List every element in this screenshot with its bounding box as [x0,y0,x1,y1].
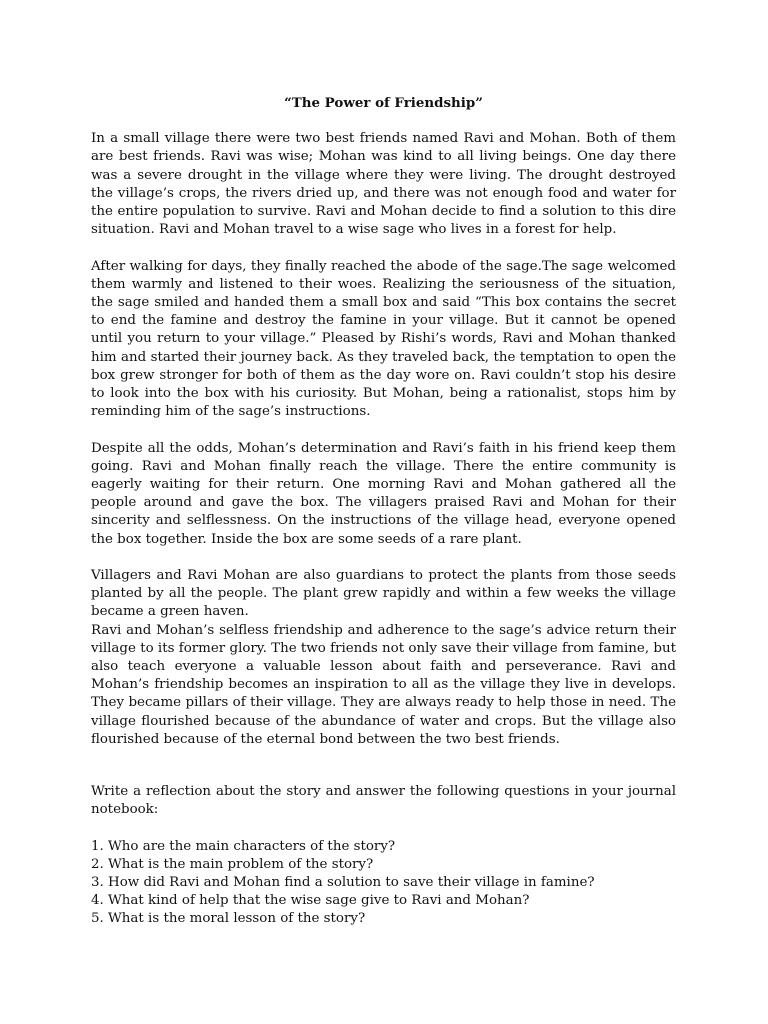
story-paragraph-5: Ravi and Mohan’s selfless friendship and adherence to the sage’s advice return their village to its former glory. The two friends not only save their village from famine, but also teach everyone a valuable lesson about faith and perseverance. Ravi and Mohan’s friendship becomes an inspiration to all as the village they live in develops. They became pillars of their village. They are always ready to help those in need. The village flourished because of the abundance of water and crops. But the village also flourished because of the eternal bond between the two best friends. [91,622,676,747]
section-spacer [91,749,676,783]
question-item: 1. Who are the main characters of the story? [91,838,396,854]
question-item: 4. What kind of help that the wise sage give to Ravi and Mohan? [91,893,530,909]
question-item: 5. What is the moral lesson of the story? [91,911,366,927]
question-list [91,838,676,929]
paragraph-spacer [91,239,676,257]
question-item: 3. How did Ravi and Mohan find a solution to save their village in famine? [91,875,595,891]
paragraph-spacer [91,549,676,567]
question-item: 2. What is the main problem of the story? [91,856,374,872]
story-paragraph-1: In a small village there were two best friends named Ravi and Mohan. Both of them are best friends. Ravi was wise; Mohan was kind to all living beings. One day there was a severe drought in the village where they were living. The drought destroyed the village’s crops, the rivers dried up, and there was not enough food and water for the entire population to survive. Ravi and Mohan decide to find a solution to this dire situation. Ravi and Mohan travel to a wise sage who lives in a forest for help. [91,131,676,238]
story-title: “The Power of Friendship” [284,95,483,111]
paragraph-spacer [91,819,676,837]
story-paragraph-2: After walking for days, they finally reached the abode of the sage.The sage welcomed them warmly and listened to their woes. Realizing the seriousness of the situation, the sage smiled and handed them a small box and said “This box contains the secret to end the famine and destroy the famine in your village. But it cannot be opened until you return to your village.” Pleased by Rishi’s words, Ravi and Mohan thanked him and started their journey back. As they traveled back, the temptation to open the box grew stronger for both of them as the day wore on. Ravi couldn’t stop his desire to look into the box with his curiosity. But Mohan, being a rationalist, stops him by reminding him of the sage’s instructions. [91,258,676,420]
document-page [91,94,676,929]
paragraph-spacer [91,421,676,439]
story-paragraph-4: Villagers and Ravi Mohan are also guardians to protect the plants from those seeds planted by all the people. The plant grew rapidly and within a few weeks the village became a green haven. [91,568,676,620]
reflection-instruction: Write a reflection about the story and answer the following questions in your journal notebook: [91,784,676,818]
story-paragraph-3: Despite all the odds, Mohan’s determination and Ravi’s faith in his friend keep them going. Ravi and Mohan finally reach the village. There the entire community is eagerly waiting for their return. One morning Ravi and Mohan gathered all the people around and gave the box. The villagers praised Ravi and Mohan for their sincerity and selflessness. On the instructions of the village head, everyone opened the box together. Inside the box are some seeds of a rare plant. [91,440,676,547]
